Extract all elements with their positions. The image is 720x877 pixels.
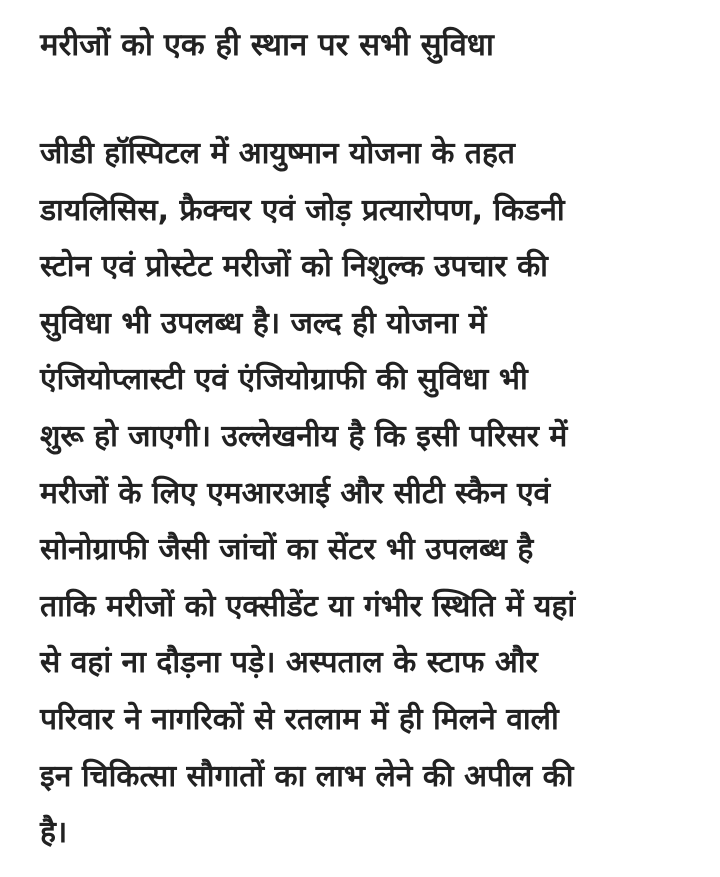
body-line: सोनोग्राफी जैसी जांचों का सेंटर भी उपलब्ध है [40, 532, 534, 568]
body-line: सुविधा भी उपलब्ध है। जल्द ही योजना में [40, 305, 487, 341]
article-headline: मरीजों को एक ही स्थान पर सभी सुविधा [40, 27, 494, 63]
body-line: डायलिसिस, फ्रैक्चर एवं जोड़ प्रत्यारोपण, किडनी [40, 192, 565, 228]
body-line: मरीजों के लिए एमआरआई और सीटी स्कैन एवं [40, 475, 551, 511]
article-body [40, 126, 700, 862]
body-line: जीडी हॉस्पिटल में आयुष्मान योजना के तहत [40, 136, 516, 171]
body-line: ताकि मरीजों को एक्सीडेंट या गंभीर स्थिति में यहां [40, 588, 576, 624]
news-article [40, 14, 700, 862]
body-line: है। [40, 815, 68, 851]
body-line: स्टोन एवं प्रोस्टेट मरीजों को निशुल्क उपचार की [40, 249, 548, 285]
body-line: से वहां ना दौड़ना पड़े। अस्पताल के स्टाफ और [40, 645, 538, 681]
body-line: इन चिकित्सा सौगातों का लाभ लेने की अपील की [40, 758, 574, 794]
body-line: शुरू हो जाएगी। उल्लेखनीय है कि इसी परिसर में [40, 418, 568, 454]
body-line: एंजियोप्लास्टी एवं एंजियोग्राफी की सुविधा भी [40, 362, 528, 398]
body-line: परिवार ने नागरिकों से रतलाम में ही मिलने वाली [40, 701, 559, 737]
